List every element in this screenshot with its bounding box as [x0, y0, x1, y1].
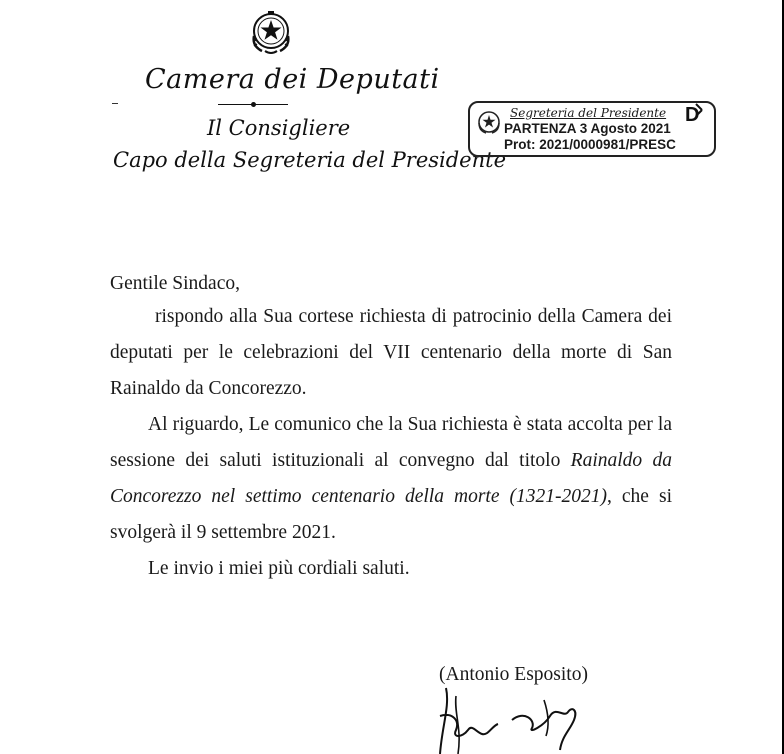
role-heading: Il Consigliere	[207, 116, 351, 140]
paragraph-response-tail: , che si svolgerà il 9 settembre 2021.	[110, 486, 672, 543]
institution-heading: Camera dei Deputati	[145, 64, 440, 95]
office-heading: Capo della Segreteria del Presidente	[113, 148, 507, 172]
paragraph-request: rispondo alla Sua cortese richiesta di patrocinio della Camera dei deputati per le celebrazioni del VII centenario della morte di San Rainaldo da Concorezzo.	[110, 306, 672, 399]
stamp-office: Segreteria del Presidente	[510, 106, 667, 120]
republic-emblem-icon	[246, 6, 296, 56]
margin-mark	[112, 103, 118, 104]
svg-text:D: D	[685, 104, 700, 125]
paragraph-response-lead: Al riguardo, Le comunico che la Sua richiesta è stata accolta per la sessione dei saluti istituzionali al convegno dal titolo	[110, 414, 672, 471]
paragraph-response	[110, 407, 672, 551]
handwritten-signature	[432, 676, 592, 754]
signatory-name: (Antonio Esposito)	[439, 664, 588, 685]
salutation: Gentile Sindaco,	[110, 273, 240, 294]
stamp-d-mark	[682, 101, 704, 125]
conference-title: Rainaldo da Concorezzo nel settimo centenario della morte (1321-2021)	[110, 450, 673, 507]
stamp-emblem-icon	[476, 109, 502, 135]
divider-dot	[251, 102, 256, 107]
stamp-protocol-number: Prot: 2021/0000981/PRESC	[504, 137, 676, 152]
stamp-departure-date: PARTENZA 3 Agosto 2021	[504, 121, 671, 136]
protocol-stamp	[468, 101, 716, 157]
closing-line: Le invio i miei più cordiali saluti.	[148, 558, 410, 579]
